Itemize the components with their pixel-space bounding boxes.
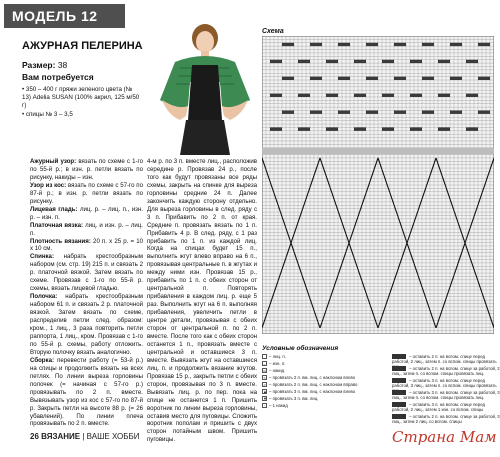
- magazine-name: ВЯЗАНИЕ: [41, 432, 81, 441]
- instruction-paragraph: Полочка: набрать крестообразным набором 61 п. и связать 2 р. платочной вязкой. Затем вязать по схеме, распределив петли след. образом: кром., 1 лиц., 3 раза повторить петли раппорта, 1 лиц., кром. Провязав с 1-го по 55-й р. схемы, работу отложить. Вторую полочку вязать аналогично.: [30, 293, 143, 356]
- yarn-over-icon: o: [263, 368, 266, 374]
- article-title: АЖУРНАЯ ПЕЛЕРИНА: [22, 40, 143, 52]
- instruction-paragraph: 4-м р. по 3 п. вместе лиц., расположив середине р. Провязав 24 р., после того как будут провязаны все ряды схемы, закрыть на спинке для выреза горловины средние 24 п. Далее закончить каждую сторону отдельно. Для выреза горловины в след. ряду с 3 п. Прибавить по 2 п. от края. Средние п. провязать вязать по 1 п. Прибавить 4 р. В след. ряду, с 1 раз прибавить по 1 п. из каждой лиц. Когда на спицах будет 15 п., выполнить жгут влево вправо на 6 п., провязывая центральные п. в жгутах и между ними изн. Провязав 15 р., прибавить по 1 п. с обеих сторон от центральной п. Повторять прибавления в каждом лиц. р. еще 5 раз. Выполнить жгут на 6 п. выполняя прибавления, увеличить петли в центре детали, провязывая с обеих сторон от центральной п. по 2 п. вместе. После того как с обеих сторон останется 1 п., провязать вместе с центральной и оставшиеся 3 п. вместе. Вывязать жгут на оставшиеся лиц. п. и продолжить вязание жгутов. Провязав 15 р., закрыть петли с обеих сторон, провязывая по 3 п. вместе. Вывязать лиц. р. по пер. пока на спице не останется 1 п. Пришить воротник по линии выреза горловины, оставив место для пуговицы. Сложить воротник пополам и пришить с двух сторон потайным швом. Пришить пуговицы.: [147, 158, 257, 444]
- instruction-paragraph: Спинка: набрать крестообразным набором (см. стр. 19) 215 п. и связать 2 р. платочной вязкой. Затем вязать по схеме. Провязав с 1-го по 55-й р. схемы, вязать лицевой гладью.: [30, 253, 143, 293]
- model-header: МОДЕЛЬ 12: [4, 4, 125, 28]
- purl-symbol-icon: –: [263, 361, 266, 367]
- magazine-subtitle: ВАШЕ ХОББИ: [86, 432, 140, 441]
- instructions-column-1: [30, 158, 143, 428]
- knit-symbol-icon: [262, 354, 267, 359]
- knitting-chart: [262, 36, 494, 334]
- scheme-label: Схема: [262, 28, 284, 35]
- instruction-paragraph: Плотность вязания: 20 п. х 25 р. = 10 х 10 см.: [30, 237, 143, 253]
- instruction-paragraph: Узор из кос: вязать по схеме с 57-го по 87-й р.; в изн. р. петли вязать по рисунку.: [30, 181, 143, 205]
- legend-title: Условные обозначения: [262, 345, 339, 352]
- size-line: Размер: 38: [22, 60, 68, 70]
- materials-heading: Вам потребуется: [22, 72, 94, 82]
- instruction-paragraph: Сборка: перевести работу (= 53-й р.) на спицы и продолжить вязать на всех петлях. По линии выреза горловины полочек (= начиная с 57-го р.) провязывать по 2 п. вместе. Вывязывать узор из кос с 57-го по 87-й р. Закрыть петли на высоте 88 р. (= 26 убавлений). По линии плеча провязывать по 2 п. вместе.: [30, 356, 143, 428]
- k3tog-icon: ▼: [263, 396, 267, 402]
- materials-list: [22, 86, 140, 120]
- k2tog-left-icon: <: [263, 375, 266, 381]
- page-footer: 26 ВЯЗАНИЕ | ВАШЕ ХОББИ: [30, 432, 140, 441]
- material-item: • спицы № 3 – 3,5: [22, 111, 73, 118]
- instruction-paragraph: Лицевая гладь: лиц. р. – лиц. п., изн. р. – изн. п.: [30, 205, 143, 221]
- material-item: • 350 – 400 г пряжи зеленого цвета (№ 13) Adelia SUSAN (100% акрил, 125 м/50 г): [22, 86, 140, 109]
- k2tog-right-icon: >: [263, 382, 266, 388]
- watermark: Страна Мам: [392, 428, 497, 446]
- single-yo-icon: ·: [263, 403, 266, 409]
- k3tog-left-icon: ▲: [263, 389, 267, 395]
- page-number: 26: [30, 432, 39, 441]
- instruction-paragraph: Ажурный узор: вязать по схеме с 1-го по 55-й р.; в изн. р. петли вязать по рисунку, накиды – изн.: [30, 158, 143, 181]
- instruction-paragraph: Платочная вязка: лиц. и изн. р. – лиц. п.: [30, 221, 143, 237]
- instructions-column-2: [147, 158, 257, 444]
- legend: – лиц. п. – – изн. п. o – накид < – провязать 2 п. вм. лиц. с наклоном влево > – провязать 2 п. вм. лиц. с наклоном вправо ▲ – провязать 3 п. вм. лиц. с наклоном влево ▼ – провязать 3 п. вм. лиц. · – 1 накид – оставить 2 п. на вспом. спице перед работой, 2 лиц., затем п. со вспом. спицы провязать – оставить 2 п. на вспом. спице за работой, 2 лиц., затем п. со вспом. спицы провязать лиц. – оставить 3 п. на вспом. спице перед работой, 3 лиц., затем п. со вспом. спицы провязать – оставить 3 п. на вспом. спице за работой, 3 лиц., затем п. со вспом. спицы провязать лиц. – оставить 3 п. на вспом. спице перед работой, 2 лиц., затем 1 изн. со вспом. спицы – оставить 2 п. на вспом. спице за работой, 3 лиц., затем 2 лиц. со вспом. спицы: [263, 354, 500, 425]
- model-photo: [150, 20, 260, 155]
